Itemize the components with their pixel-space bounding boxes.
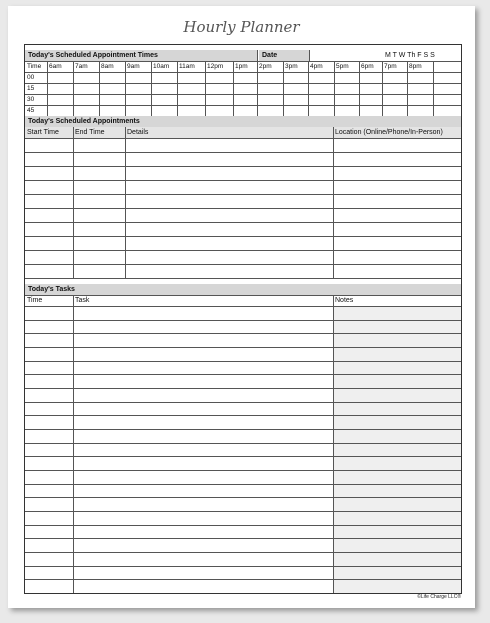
planner-page [8,6,475,608]
appointment-times-header: Today's Scheduled Appointment Times [25,50,257,61]
appt-col-hdr-line [25,138,461,139]
notes-column-shade [333,306,461,593]
hour-label-8am: 8am [101,63,114,70]
appt-row-line [25,222,461,223]
task-col-line [333,295,334,593]
hour-col-line [125,61,126,116]
hour-col-line [233,61,234,116]
hour-label-12pm: 12pm [207,63,224,70]
task-col-hdr-line [25,306,461,307]
planner-frame [24,44,462,594]
appt-row-line [25,194,461,195]
hour-label-2pm: 2pm [259,63,272,70]
minute-row-line [25,83,461,84]
appt-col-0: Start Time [27,129,59,136]
minute-row-line [25,94,461,95]
appt-row-line [25,166,461,167]
task-row-line [25,538,461,539]
appt-row-line [25,152,461,153]
minute-row-line [25,105,461,106]
hour-col-line [177,61,178,116]
hour-col-line [382,61,383,116]
task-row-line [25,320,461,321]
appt-col-line [125,127,126,278]
task-row-line [25,415,461,416]
task-row-line [25,333,461,334]
time-label: Time [27,63,42,70]
minute-label-30: 30 [27,96,35,103]
task-row-line [25,347,461,348]
hour-col-line [359,61,360,116]
hour-label-3pm: 3pm [285,63,298,70]
hour-label-5pm: 5pm [336,63,349,70]
header-divider [257,50,258,61]
task-row-line [25,497,461,498]
weekday-labels: M T W Th F S S [385,52,435,59]
appt-col-2: Details [127,129,149,136]
hour-col-line [257,61,258,116]
hour-col-line [433,61,434,116]
task-row-line [25,361,461,362]
hour-label-8pm: 8pm [409,63,422,70]
copyright-footer: ©Life Charge LLC® [417,594,461,600]
hour-col-line [99,61,100,116]
task-col-2: Notes [335,297,354,304]
hour-col-line [151,61,152,116]
task-row-line [25,484,461,485]
task-col-line [73,295,74,593]
task-col-0: Time [27,297,43,304]
task-row-line [25,388,461,389]
task-row-line [25,511,461,512]
task-row-line [25,402,461,403]
task-row-line [25,374,461,375]
hour-col-line [407,61,408,116]
task-row-line [25,429,461,430]
hours-bottom-line [25,72,461,73]
task-row-line [25,552,461,553]
date-divider [309,50,310,61]
date-label: Date [259,50,309,61]
appt-row-line [25,236,461,237]
task-row-line [25,470,461,471]
hour-label-6pm: 6pm [361,63,374,70]
appt-row-line [25,180,461,181]
hour-col-line [334,61,335,116]
appointments-header: Today's Scheduled Appointments [25,116,461,127]
task-row-line [25,525,461,526]
hour-col-line [308,61,309,116]
hour-label-6am: 6am [49,63,62,70]
appt-row-line [25,278,461,279]
appt-col-3: Location (Online/Phone/In-Person) [335,129,443,136]
task-row-line [25,456,461,457]
hour-col-line [47,61,48,116]
hour-col-line [205,61,206,116]
hour-label-4pm: 4pm [310,63,323,70]
minute-label-15: 15 [27,85,35,92]
hour-label-1pm: 1pm [235,63,248,70]
hour-label-10am: 10am [153,63,170,70]
task-row-line [25,566,461,567]
task-row-line [25,579,461,580]
task-col-1: Task [75,297,90,304]
page-title: Hourly Planner [183,18,300,36]
hour-label-7am: 7am [75,63,88,70]
appt-col-line [333,127,334,278]
appt-row-line [25,250,461,251]
hour-col-line [73,61,74,116]
hour-label-7pm: 7pm [384,63,397,70]
appt-col-1: End Time [75,129,105,136]
hour-col-line [283,61,284,116]
hour-label-11am: 11am [179,63,195,70]
appt-row-line [25,208,461,209]
appt-row-line [25,264,461,265]
minute-label-45: 45 [27,107,35,114]
minute-label-00: 00 [27,74,35,81]
task-row-line [25,443,461,444]
tasks-header: Today's Tasks [25,284,461,295]
hour-label-9am: 9am [127,63,140,70]
appt-col-line [73,127,74,278]
